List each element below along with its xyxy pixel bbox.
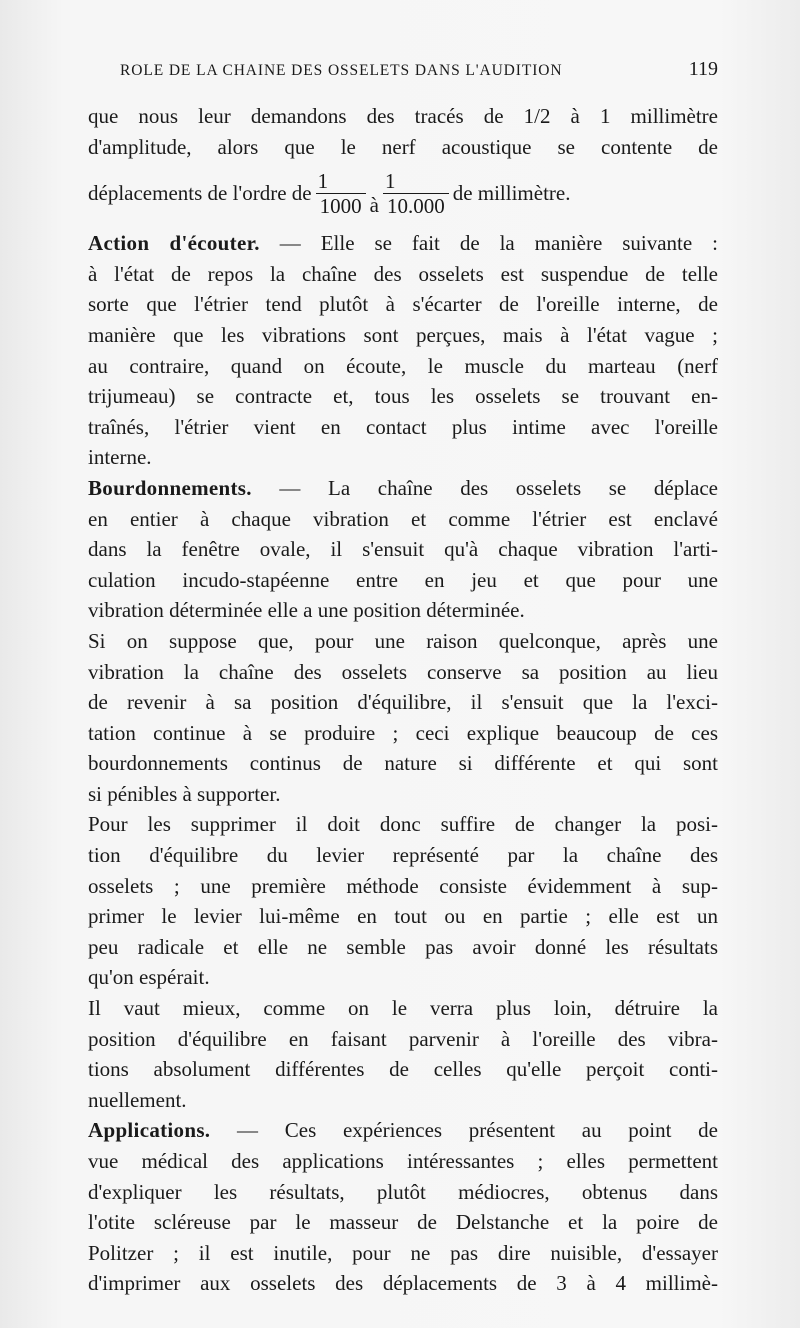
- text-line: Pour les supprimer il doit donc suffire de changer la posi-: [88, 812, 718, 837]
- text-line: qu'on espérait.: [88, 965, 210, 990]
- fraction-1: [318, 169, 364, 218]
- heading-line-rest: — Elle se fait de la manière suivante :: [259, 231, 718, 256]
- fraction-2-numerator: 1: [383, 169, 449, 194]
- text-line: [88, 473, 718, 504]
- text-line: primer le levier lui-même en tout ou en partie ; elle est un: [88, 904, 718, 929]
- text-line: d'imprimer aux osselets des déplacements de 3 à 4 millimè-: [88, 1271, 718, 1296]
- fraction-suffix: de millimètre.: [452, 180, 571, 205]
- text-line: manière que les vibrations sont perçues, mais à l'état vague ;: [88, 322, 718, 347]
- text-line: [88, 1115, 718, 1146]
- fraction-1-denominator: 1000: [319, 193, 362, 218]
- text-line: vibration la chaîne des osselets conserve sa position au lieu: [88, 659, 718, 684]
- section-heading: Action d'écouter.: [88, 231, 260, 256]
- text-line: Il vaut mieux, comme on le verra plus loin, détruire la: [88, 996, 718, 1021]
- text-line: vibration déterminée elle a une position déterminée.: [88, 598, 525, 623]
- paragraph-5: [88, 809, 718, 993]
- fraction-2: [385, 169, 447, 218]
- text-line: dans la fenêtre ovale, il s'ensuit qu'à chaque vibration l'arti-: [88, 537, 718, 562]
- section-heading: Bourdonnements.: [88, 475, 252, 500]
- text-line: de revenir à sa position d'équilibre, il s'ensuit que la l'exci-: [88, 690, 718, 715]
- page-number: 119: [688, 58, 718, 80]
- paragraph-1: [88, 101, 718, 162]
- text-line: au contraire, quand on écoute, le muscle du marteau (nerf: [88, 353, 718, 378]
- text-line: si pénibles à supporter.: [88, 781, 281, 806]
- text-line: sorte que l'étrier tend plutôt à s'écarter de l'oreille interne, de: [88, 292, 718, 317]
- text-line: Si on suppose que, pour une raison quelconque, après une: [88, 628, 718, 653]
- fraction-line: [88, 160, 718, 226]
- paragraph-action-ecouter: [88, 228, 718, 473]
- text-line: l'otite scléreuse par le masseur de Delstanche et la poire de: [88, 1210, 718, 1235]
- fraction-separator: à: [369, 192, 379, 217]
- text-line: trijumeau) se contracte et, tous les osselets se trouvant en-: [88, 384, 718, 409]
- text-line: vue médical des applications intéressantes ; elles permettent: [88, 1149, 718, 1173]
- paragraph-applications: [88, 1115, 718, 1299]
- text-line: d'amplitude, alors que le nerf acoustique se contente de: [88, 134, 718, 159]
- text-line: position d'équilibre en faisant parvenir à l'oreille des vibra-: [88, 1026, 718, 1051]
- text-line: culation incudo-stapéenne entre en jeu et que pour une: [88, 567, 718, 592]
- paragraph-4: [88, 626, 718, 810]
- running-title: ROLE DE LA CHAINE DES OSSELETS DANS L'AUDITION: [120, 62, 563, 79]
- fraction-2-denominator: 10.000: [386, 193, 445, 218]
- text-line: peu radicale et elle ne semble pas avoir donné les résultats: [88, 934, 718, 959]
- text-line: à l'état de repos la chaîne des osselets est suspendue de telle: [88, 261, 718, 286]
- text-line: bourdonnements continus de nature si différente et qui sont: [88, 751, 718, 776]
- text-line: tions absolument différentes de celles qu'elle perçoit conti-: [88, 1057, 718, 1082]
- heading-line-rest: — La chaîne des osselets se déplace: [251, 475, 718, 500]
- text-line: tation continue à se produire ; ceci explique beaucoup de ces: [88, 720, 718, 745]
- text-line: d'expliquer les résultats, plutôt médiocres, obtenus dans: [88, 1179, 718, 1204]
- text-line: osselets ; une première méthode consiste évidemment à sup-: [88, 873, 718, 898]
- fraction-1-numerator: 1: [316, 169, 366, 194]
- text-line: que nous leur demandons des tracés de 1/2 à 1 millimètre: [88, 104, 718, 128]
- section-heading: Applications.: [88, 1118, 211, 1143]
- body-text: [88, 101, 718, 1299]
- text-line: Politzer ; il est inutile, pour ne pas dire nuisible, d'essayer: [88, 1240, 718, 1265]
- paragraph-6: [88, 993, 718, 1115]
- text-line: interne.: [88, 445, 152, 470]
- running-header: [88, 58, 718, 81]
- text-line: tion d'équilibre du levier représenté par la chaîne des: [88, 843, 718, 868]
- text-line: traînés, l'étrier vient en contact plus intime avec l'oreille: [88, 414, 718, 439]
- text-line: en entier à chaque vibration et comme l'étrier est enclavé: [88, 506, 718, 531]
- text-line: [88, 228, 718, 259]
- paragraph-bourdonnements: [88, 473, 718, 626]
- text-line: nuellement.: [88, 1087, 187, 1112]
- fraction-prefix: déplacements de l'ordre de: [88, 180, 312, 205]
- heading-line-rest: — Ces expériences présentent au point de: [210, 1118, 718, 1143]
